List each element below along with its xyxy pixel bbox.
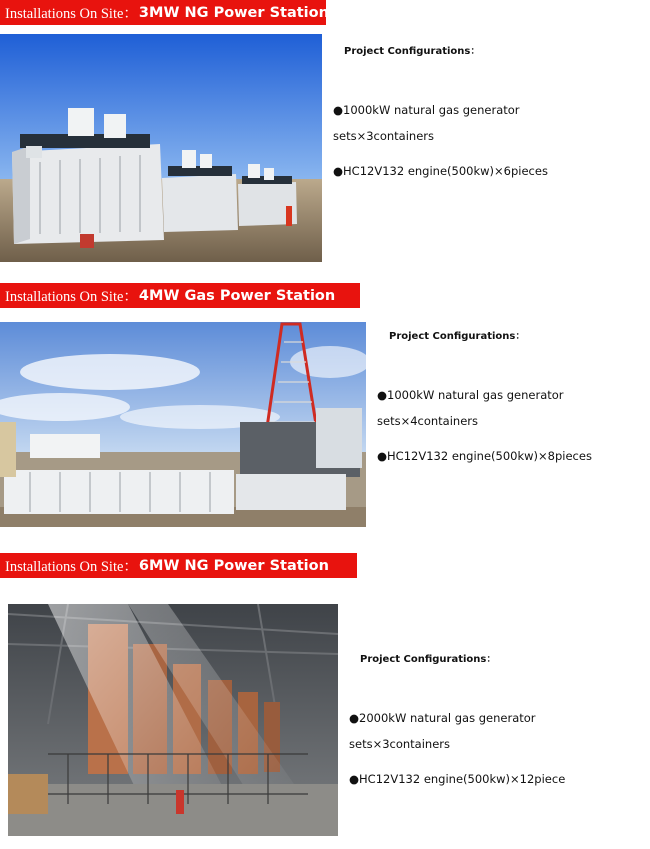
section-1-photo-gas-generator-containers: [0, 34, 322, 262]
config-item: ●HC12V132 engine(500kw)×6pieces: [333, 164, 548, 178]
banner-station-name: 4MW Gas Power Station: [138, 287, 336, 304]
section-3-photo-indoor-generator-hall: [8, 604, 338, 836]
section-3-banner: [0, 553, 357, 578]
config-title: Project Configurations：: [360, 654, 497, 665]
banner-prefix: Installations On Site：: [5, 559, 138, 575]
banner-station-name: 6MW NG Power Station: [138, 557, 329, 574]
section-1-banner: [0, 0, 329, 25]
config-title: Project Configurations：: [344, 46, 481, 57]
banner-station-name: 3MW NG Power Station: [138, 4, 329, 21]
config-item: ●HC12V132 engine(500kw)×12piece: [349, 772, 566, 786]
config-item: ●1000kW natural gas generator sets×4containers: [377, 388, 564, 428]
section-2-configurations: [377, 327, 647, 469]
section-2-banner: [0, 283, 360, 308]
section-2-photo-drilling-rig-site: [0, 322, 366, 527]
section-3-configurations: [349, 650, 639, 792]
config-title: Project Configurations：: [389, 331, 526, 342]
config-item: ●1000kW natural gas generator sets×3containers: [333, 103, 520, 143]
banner-prefix: Installations On Site：: [5, 6, 138, 22]
section-1-configurations: [333, 42, 633, 184]
banner-prefix: Installations On Site：: [5, 289, 138, 305]
config-item: ●2000kW natural gas generator sets×3containers: [349, 711, 536, 751]
config-item: ●HC12V132 engine(500kw)×8pieces: [377, 449, 592, 463]
